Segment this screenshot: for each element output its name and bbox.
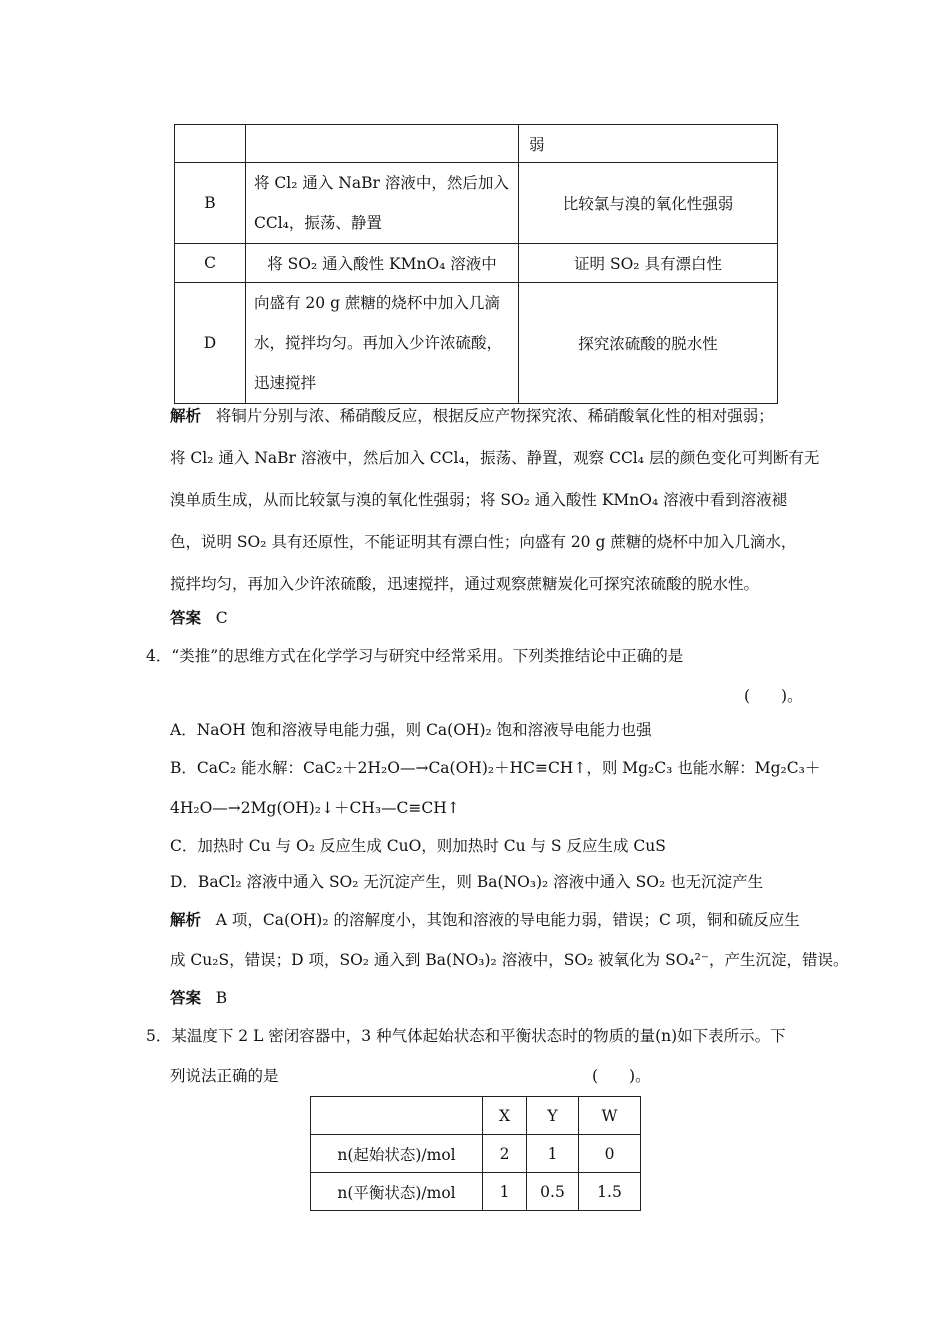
- cell: 0: [579, 1135, 641, 1173]
- q3-analysis-line: 溴单质生成，从而比较氯与溴的氧化性强弱；将 SO₂ 通入酸性 KMnO₄ 溶液中看到溶液褪: [170, 491, 788, 509]
- cell: 1.5: [579, 1173, 641, 1211]
- analysis-label: 解析: [170, 911, 202, 929]
- q3-analysis-line: 解析 将铜片分别与浓、稀硝酸反应，根据反应产物探究浓、稀硝酸氧化性的相对强弱；: [170, 407, 774, 425]
- table-row: [311, 1135, 641, 1173]
- row-purpose: 比较氯与溴的氧化性强弱: [519, 163, 778, 244]
- q4-bracket: ( )。: [744, 687, 803, 705]
- q4-option-b-cont: 4H₂O—→2Mg(OH)₂↓＋CH₃—C≡CH↑: [170, 799, 460, 817]
- row-label: D: [175, 283, 246, 404]
- row-operation: 向盛有 20 g 蔗糖的烧杯中加入几滴水，搅拌均匀。再加入少许浓硫酸，迅速搅拌: [246, 283, 519, 404]
- q4-stem: 4．“类推”的思维方式在化学学习与研究中经常采用。下列类推结论中正确的是: [146, 647, 684, 665]
- header-cell: Y: [527, 1097, 579, 1135]
- q3-analysis-line: 色，说明 SO₂ 具有还原性，不能证明其有漂白性；向盛有 20 g 蔗糖的烧杯中加入几滴水，: [170, 533, 797, 551]
- answer-label: 答案: [170, 609, 202, 627]
- cell: 1: [527, 1135, 579, 1173]
- answer-value: B: [215, 989, 228, 1007]
- q4-option-c: C．加热时 Cu 与 O₂ 反应生成 CuO，则加热时 Cu 与 S 反应生成 CuS: [170, 837, 666, 855]
- cell: 2: [483, 1135, 527, 1173]
- q5-stem-line1: 5．某温度下 2 L 密闭容器中，3 种气体起始状态和平衡状态时的物质的量(n)如下表所示。下: [146, 1027, 786, 1045]
- experiment-table: [174, 124, 778, 404]
- header-cell: X: [483, 1097, 527, 1135]
- q4-option-a: A．NaOH 饱和溶液导电能力强，则 Ca(OH)₂ 饱和溶液导电能力也强: [170, 721, 652, 739]
- answer-label: 答案: [170, 989, 202, 1007]
- row-purpose: 证明 SO₂ 具有漂白性: [519, 244, 778, 283]
- table-row: [175, 283, 778, 404]
- row-purpose: 弱: [519, 125, 778, 163]
- analysis-label: 解析: [170, 407, 202, 425]
- table-row: [175, 244, 778, 283]
- row-label: n(起始状态)/mol: [311, 1135, 483, 1173]
- table-header-row: [311, 1097, 641, 1135]
- q4-option-d: D．BaCl₂ 溶液中通入 SO₂ 无沉淀产生，则 Ba(NO₃)₂ 溶液中通入 SO₂ 也无沉淀产生: [170, 873, 764, 891]
- table-row: [311, 1173, 641, 1211]
- q3-answer: [170, 606, 228, 628]
- cell: 1: [483, 1173, 527, 1211]
- row-label: [175, 125, 246, 163]
- mole-table: [310, 1096, 641, 1211]
- header-cell: W: [579, 1097, 641, 1135]
- q4-analysis-line: 成 Cu₂S，错误；D 项，SO₂ 通入到 Ba(NO₃)₂ 溶液中，SO₂ 被氧化为 SO₄²⁻，产生沉淀，错误。: [170, 951, 849, 969]
- header-cell: [311, 1097, 483, 1135]
- row-operation: 将 SO₂ 通入酸性 KMnO₄ 溶液中: [246, 244, 519, 283]
- row-label: n(平衡状态)/mol: [311, 1173, 483, 1211]
- row-label: C: [175, 244, 246, 283]
- q3-analysis-line: 将 Cl₂ 通入 NaBr 溶液中，然后加入 CCl₄，振荡、静置，观察 CCl₄ 层的颜色变化可判断有无: [170, 449, 820, 467]
- row-label: B: [175, 163, 246, 244]
- q3-analysis-line: 搅拌均匀，再加入少许浓硫酸，迅速搅拌，通过观察蔗糖炭化可探究浓硫酸的脱水性。: [170, 575, 760, 593]
- row-purpose: 探究浓硫酸的脱水性: [519, 283, 778, 404]
- q4-option-b: B．CaC₂ 能水解：CaC₂＋2H₂O—→Ca(OH)₂＋HC≡CH↑，则 Mg₂C₃ 也能水解：Mg₂C₃＋: [170, 759, 821, 777]
- table-row: [175, 163, 778, 244]
- table-row: [175, 125, 778, 163]
- q4-analysis-line: 解析 A 项，Ca(OH)₂ 的溶解度小，其饱和溶液的导电能力弱，错误；C 项，铜和硫反应生: [170, 911, 800, 929]
- q4-answer: [170, 986, 227, 1008]
- row-operation: [246, 125, 519, 163]
- q5-stem-line2: 列说法正确的是: [170, 1067, 279, 1085]
- answer-value: C: [215, 609, 228, 627]
- q5-bracket: ( )。: [592, 1067, 651, 1085]
- cell: 0.5: [527, 1173, 579, 1211]
- row-operation: 将 Cl₂ 通入 NaBr 溶液中，然后加入 CCl₄，振荡、静置: [246, 163, 519, 244]
